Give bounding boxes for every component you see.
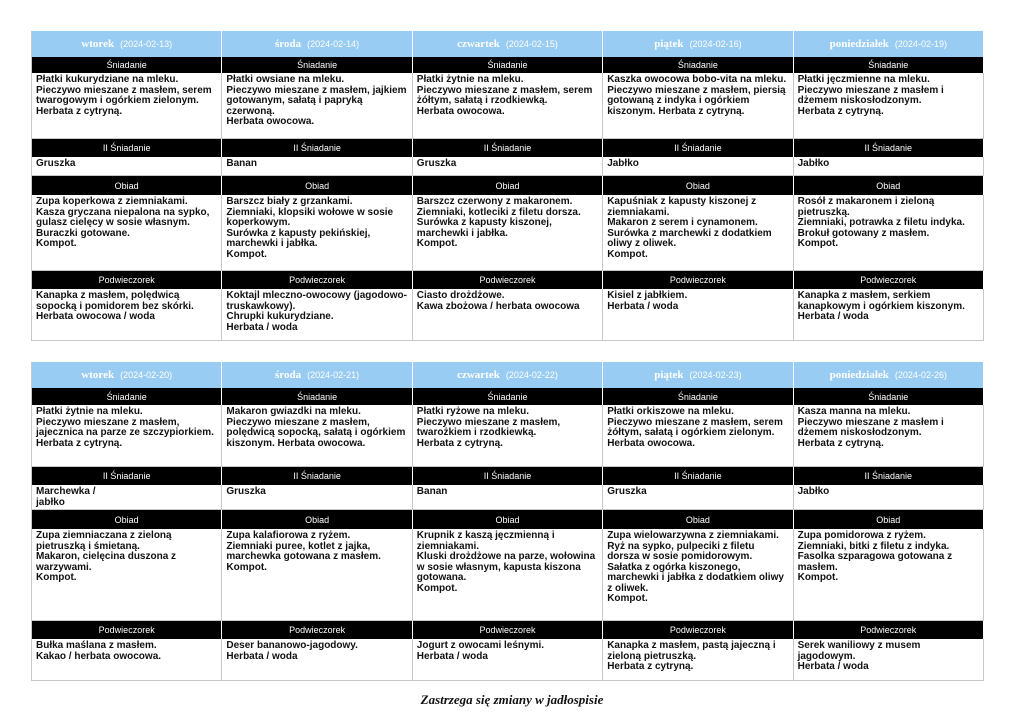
day-name: środa	[275, 38, 302, 50]
meal-header-second-breakfast: II Śniadanie	[222, 139, 412, 157]
meal-content-lunch: Zupa kalafiorowa z ryżem. Ziemniaki puree, kotlet z jajka, marchewka gotowana z masłem. Kompot.	[222, 529, 412, 621]
day-header	[603, 362, 793, 388]
meal-header-breakfast: Śniadanie	[32, 388, 222, 405]
day-header	[794, 31, 984, 57]
meal-header-lunch: Obiad	[794, 176, 984, 195]
meal-header-snack: Podwieczorek	[413, 621, 603, 639]
meal-header-second-breakfast: II Śniadanie	[413, 467, 603, 485]
meal-header-breakfast: Śniadanie	[413, 388, 603, 405]
meal-content-breakfast: Makaron gwiazdki na mleku. Pieczywo mieszane z masłem, polędwicą sopocką, sałatą i ogórkiem kiszonym. Herbata owocowa.	[222, 405, 412, 467]
meal-content-second-breakfast: Banan	[413, 485, 603, 510]
meal-header-lunch: Obiad	[222, 510, 412, 529]
meal-content-breakfast: Płatki żytnie na mleku. Pieczywo mieszane z masłem, serem żółtym, sałatą i rzodkiewką. Herbata owocowa.	[413, 73, 603, 139]
meal-header-breakfast: Śniadanie	[603, 388, 793, 405]
day-header	[794, 362, 984, 388]
meal-header-breakfast: Śniadanie	[794, 388, 984, 405]
day-date: (2024-02-15)	[505, 39, 558, 49]
meal-content-breakfast: Płatki owsiane na mleku. Pieczywo mieszane z masłem, jajkiem gotowanym, sałatą i papryką czerwoną. Herbata owocowa.	[222, 73, 412, 139]
meal-content-lunch: Barszcz biały z grzankami. Ziemniaki, klopsiki wołowe w sosie koperkowym. Surówka z kapusty pekińskiej, marchewki i jabłka. Kompot.	[222, 195, 412, 271]
meal-content-second-breakfast: Jabłko	[794, 485, 984, 510]
day-date: (2024-02-26)	[894, 370, 947, 380]
meal-content-lunch: Zupa wielowarzywna z ziemniakami. Ryż na sypko, pulpeciki z filetu dorsza w sosie pomidorowym. Sałatka z ogórka kiszonego, marchewki i jabłka z dodatkiem oliwy z oliwek. Kompot.	[603, 529, 793, 621]
meal-header-lunch: Obiad	[413, 510, 603, 529]
day-name: środa	[275, 369, 302, 381]
meal-header-snack: Podwieczorek	[32, 271, 222, 289]
day-date: (2024-02-23)	[689, 370, 742, 380]
meal-header-snack: Podwieczorek	[603, 621, 793, 639]
day-header	[603, 31, 793, 57]
meal-content-lunch: Krupnik z kaszą jęczmienną i ziemniakami. Kluski drożdżowe na parze, wołowina w sosie własnym, kapusta kiszona gotowana. Kompot.	[413, 529, 603, 621]
day-name: poniedziałek	[829, 369, 889, 381]
meal-content-lunch: Zupa pomidorowa z ryżem. Ziemniaki, bitki z filetu z indyka. Fasolka szparagowa gotowana z masłem. Kompot.	[794, 529, 984, 621]
day-header	[222, 362, 412, 388]
meal-content-snack: Jogurt z owocami leśnymi. Herbata / woda	[413, 639, 603, 681]
day-name: wtorek	[81, 369, 115, 381]
day-name: piątek	[654, 369, 684, 381]
day-date: (2024-02-19)	[894, 39, 947, 49]
meal-content-lunch: Zupa koperkowa z ziemniakami. Kasza gryczana niepalona na sypko, gulasz cielęcy w sosie własnym. Buraczki gotowane. Kompot.	[32, 195, 222, 271]
meal-content-snack: Kisiel z jabłkiem. Herbata / woda	[603, 289, 793, 341]
week-2-menu-table	[31, 362, 984, 681]
meal-header-breakfast: Śniadanie	[32, 57, 222, 73]
meal-content-lunch: Zupa ziemniaczana z zieloną pietruszką i śmietaną. Makaron, cielęcina duszona z warzywami. Kompot.	[32, 529, 222, 621]
meal-content-second-breakfast: Gruszka	[222, 485, 412, 510]
meal-content-snack: Bułka maślana z masłem. Kakao / herbata owocowa.	[32, 639, 222, 681]
meal-header-second-breakfast: II Śniadanie	[32, 467, 222, 485]
meal-content-breakfast: Płatki orkiszowe na mleku. Pieczywo mieszane z masłem, serem żółtym, sałatą i ogórkiem zielonym. Herbata owocowa.	[603, 405, 793, 467]
day-header	[222, 31, 412, 57]
day-header	[413, 362, 603, 388]
week-1-menu-table	[31, 31, 984, 341]
day-header	[32, 362, 222, 388]
meal-content-breakfast: Płatki żytnie na mleku. Pieczywo mieszane z masłem, jajecznica na parze ze szczypiorkiem. Herbata z cytryną.	[32, 405, 222, 467]
meal-header-snack: Podwieczorek	[794, 271, 984, 289]
meal-header-breakfast: Śniadanie	[222, 57, 412, 73]
meal-header-second-breakfast: II Śniadanie	[794, 467, 984, 485]
meal-content-snack: Kanapka z masłem, polędwicą sopocką i pomidorem bez skórki. Herbata owocowa / woda	[32, 289, 222, 341]
day-date: (2024-02-16)	[689, 39, 742, 49]
meal-content-second-breakfast: Gruszka	[32, 157, 222, 176]
meal-header-second-breakfast: II Śniadanie	[413, 139, 603, 157]
meal-content-snack: Serek waniliowy z musem jagodowym. Herbata / woda	[794, 639, 984, 681]
meal-header-snack: Podwieczorek	[222, 271, 412, 289]
meal-content-snack: Kanapka z masłem, pastą jajeczną i zieloną pietruszką. Herbata z cytryną.	[603, 639, 793, 681]
meal-content-snack: Koktajl mleczno-owocowy (jagodowo-truskawkowy). Chrupki kukurydziane. Herbata / woda	[222, 289, 412, 341]
meal-header-second-breakfast: II Śniadanie	[603, 139, 793, 157]
meal-content-breakfast: Płatki kukurydziane na mleku. Pieczywo mieszane z masłem, serem twarogowym i ogórkiem zielonym. Herbata z cytryną.	[32, 73, 222, 139]
meal-header-lunch: Obiad	[222, 176, 412, 195]
meal-content-breakfast: Płatki jęczmienne na mleku. Pieczywo mieszane z masłem i dżemem niskosłodzonym. Herbata z cytryną.	[794, 73, 984, 139]
meal-content-breakfast: Kaszka owocowa bobo-vita na mleku. Pieczywo mieszane z masłem, piersią gotowaną z indyka i ogórkiem kiszonym. Herbata z cytryną.	[603, 73, 793, 139]
day-name: wtorek	[81, 38, 115, 50]
meal-content-lunch: Barszcz czerwony z makaronem. Ziemniaki, kotleciki z filetu dorsza. Surówka z kapusty kiszonej, marchewki i jabłka. Kompot.	[413, 195, 603, 271]
day-header	[413, 31, 603, 57]
meal-content-second-breakfast: Jabłko	[794, 157, 984, 176]
meal-content-breakfast: Płatki ryżowe na mleku. Pieczywo mieszane z masłem, twarożkiem i rzodkiewką. Herbata z cytryną.	[413, 405, 603, 467]
day-name: czwartek	[457, 38, 500, 50]
day-name: poniedziałek	[829, 38, 889, 50]
meal-header-breakfast: Śniadanie	[794, 57, 984, 73]
meal-header-lunch: Obiad	[32, 176, 222, 195]
day-name: czwartek	[457, 369, 500, 381]
meal-content-second-breakfast: Gruszka	[603, 485, 793, 510]
day-header	[32, 31, 222, 57]
meal-header-lunch: Obiad	[32, 510, 222, 529]
day-date: (2024-02-22)	[505, 370, 558, 380]
meal-content-second-breakfast: Marchewka / jabłko	[32, 485, 222, 510]
meal-header-second-breakfast: II Śniadanie	[794, 139, 984, 157]
meal-header-lunch: Obiad	[603, 510, 793, 529]
meal-content-second-breakfast: Gruszka	[413, 157, 603, 176]
day-date: (2024-02-13)	[120, 39, 173, 49]
meal-content-lunch: Rosół z makaronem i zieloną pietruszką. Ziemniaki, potrawka z filetu indyka. Brokuł gotowany z masłem. Kompot.	[794, 195, 984, 271]
meal-header-second-breakfast: II Śniadanie	[603, 467, 793, 485]
meal-content-second-breakfast: Banan	[222, 157, 412, 176]
meal-header-second-breakfast: II Śniadanie	[222, 467, 412, 485]
meal-header-snack: Podwieczorek	[222, 621, 412, 639]
meal-content-breakfast: Kasza manna na mleku. Pieczywo mieszane z masłem i dżemem niskosłodzonym. Herbata z cytryną.	[794, 405, 984, 467]
meal-header-lunch: Obiad	[794, 510, 984, 529]
meal-header-snack: Podwieczorek	[32, 621, 222, 639]
meal-header-second-breakfast: II Śniadanie	[32, 139, 222, 157]
day-date: (2024-02-14)	[307, 39, 360, 49]
day-name: piątek	[654, 38, 684, 50]
meal-content-snack: Kanapka z masłem, serkiem kanapkowym i ogórkiem kiszonym. Herbata / woda	[794, 289, 984, 341]
menu-disclaimer: Zastrzega się zmiany w jadłospisie	[420, 692, 604, 707]
meal-header-breakfast: Śniadanie	[222, 388, 412, 405]
meal-content-snack: Deser bananowo-jagodowy. Herbata / woda	[222, 639, 412, 681]
meal-header-lunch: Obiad	[413, 176, 603, 195]
meal-content-second-breakfast: Jabłko	[603, 157, 793, 176]
meal-header-snack: Podwieczorek	[603, 271, 793, 289]
meal-header-breakfast: Śniadanie	[603, 57, 793, 73]
meal-header-snack: Podwieczorek	[413, 271, 603, 289]
meal-content-snack: Ciasto drożdżowe. Kawa zbożowa / herbata owocowa	[413, 289, 603, 341]
day-date: (2024-02-20)	[120, 370, 173, 380]
meal-content-lunch: Kapuśniak z kapusty kiszonej z ziemniakami. Makaron z serem i cynamonem. Surówka z marchewki z dodatkiem oliwy z oliwek. Kompot.	[603, 195, 793, 271]
day-date: (2024-02-21)	[307, 370, 360, 380]
meal-header-lunch: Obiad	[603, 176, 793, 195]
meal-header-breakfast: Śniadanie	[413, 57, 603, 73]
meal-header-snack: Podwieczorek	[794, 621, 984, 639]
